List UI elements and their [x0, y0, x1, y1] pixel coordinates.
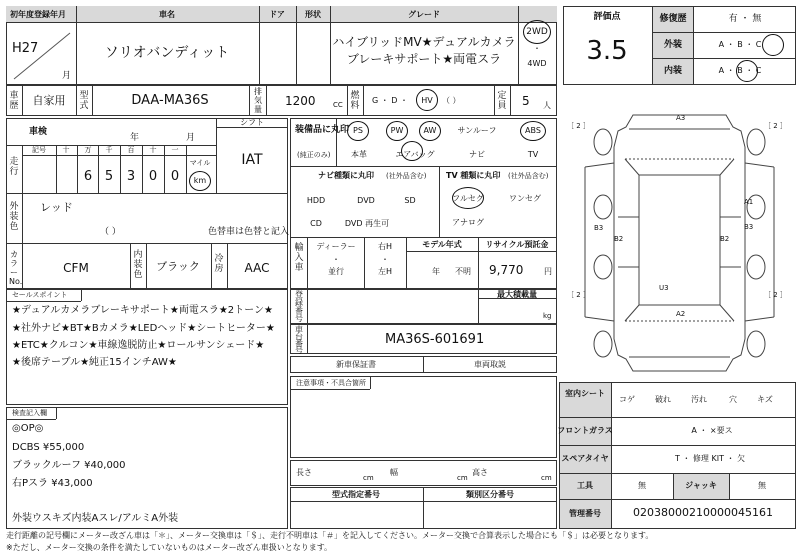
- diagram-mark: B3: [744, 223, 754, 231]
- nav-dvd-play: DVD 再生可: [344, 219, 390, 228]
- color-note: 色替車は色替と記入: [208, 227, 290, 237]
- score-label: 評価点: [593, 12, 621, 22]
- diagram-bracket-bl: ［ 2 ］: [567, 291, 590, 299]
- equip-aw: AW: [423, 126, 437, 135]
- nav-cd: CD: [310, 219, 322, 228]
- spare-label: スペアタイヤ: [561, 454, 609, 463]
- kg-unit: kg: [543, 312, 552, 320]
- interior-options: A ・ B ・ C: [718, 66, 762, 75]
- inspection-label: 車検: [28, 127, 48, 137]
- inspector-line: ◎OP◎: [12, 423, 44, 434]
- import-dot: ・: [332, 255, 340, 264]
- capacity-label: 定員: [497, 91, 507, 111]
- inspection-year-unit: 年: [130, 133, 140, 143]
- chassis-value: MA36S-601691: [385, 332, 485, 347]
- import-parallel: 並行: [328, 267, 344, 276]
- yen-unit: 円: [544, 267, 552, 276]
- inspector-line: ブラックルーフ ¥40,000: [12, 460, 126, 471]
- repair-label: 修復歴: [659, 14, 687, 24]
- dim-cm3: cm: [541, 474, 552, 482]
- digit-label-man: 万: [84, 146, 92, 154]
- interior-selected-circle: [736, 60, 758, 82]
- diagram-mark: A3: [676, 114, 686, 122]
- chassis-label: 車台番号: [295, 325, 303, 355]
- person-unit: 人: [543, 101, 551, 110]
- interior-color-label: 内装色: [133, 250, 143, 280]
- sheet-tear: 破れ: [655, 395, 671, 404]
- model-year-unknown: 不明: [455, 267, 471, 276]
- dim-height: 高さ: [472, 468, 488, 477]
- exterior-selected-circle: [762, 34, 784, 56]
- diagram-bracket-tr: ［ 2 ］: [764, 122, 787, 130]
- import-dealer: ディーラー: [316, 242, 356, 251]
- diagram-mark: B2: [720, 235, 730, 243]
- sheet-hole: 穴: [729, 395, 737, 404]
- diagram-bracket-tl: ［ 2 ］: [567, 122, 590, 130]
- score-value: 3.5: [586, 36, 628, 66]
- dims-block: [290, 460, 557, 486]
- equip-tv: TV: [527, 150, 539, 159]
- mileage-record-label: 記号: [32, 146, 46, 154]
- ac-label: 冷房: [214, 254, 224, 274]
- mgmt-label: 管理番号: [569, 509, 601, 518]
- diagram-mark: A2: [676, 310, 686, 318]
- sales-line: ★ETC★クルコン★車線逸脱防止★ロールサンシェード★: [12, 340, 265, 351]
- digit-label-ten-man: 十: [62, 146, 70, 154]
- repair-options: 有 ・ 無: [728, 14, 762, 24]
- color-no-label: カラーNo.: [9, 250, 23, 286]
- mileage-digit: 5: [104, 169, 114, 184]
- shape-label: 形状: [305, 10, 321, 19]
- diagram-mark: B3: [594, 224, 604, 232]
- nav-dvd: DVD: [357, 196, 375, 205]
- glass-options: A ・ ×要ス: [691, 426, 733, 435]
- tv-oneseg: ワンセグ: [509, 194, 541, 203]
- model-year-label: モデル年式: [422, 240, 462, 249]
- spare-options: T ・ 修理 KIT ・ 欠: [674, 454, 746, 463]
- equip-abs: ABS: [525, 126, 541, 135]
- recycle-label: リサイクル預託金: [485, 240, 549, 249]
- mileage-digit: 6: [83, 169, 93, 184]
- tool-value: 無: [638, 481, 646, 490]
- fuel-paren: （ ）: [442, 96, 461, 105]
- grade-line2: ブレーキサポート★両電スラ: [346, 52, 502, 66]
- displacement-value: 1200: [285, 94, 316, 108]
- fuel-label: 燃料: [350, 91, 360, 111]
- digit-label-sen: 千: [105, 146, 113, 154]
- footer-line2: ※ただし、メーター交換の条件を満たしていないものはメーター改ざん車扱いとなります。: [6, 543, 333, 552]
- inspector-bottom: 外装ウスキズ内装Aスレ/アルミA外装: [12, 513, 179, 524]
- tv-fullseg: フルセグ: [452, 194, 484, 203]
- inspection-month-unit: 月: [186, 133, 196, 143]
- ac-value: AAC: [244, 261, 270, 275]
- grade-label: グレード: [408, 10, 440, 19]
- recycle-value: 9,770: [489, 263, 524, 277]
- mile-unit: マイル: [189, 159, 211, 167]
- color-paren: （ ）: [100, 227, 121, 237]
- month-unit: 月: [62, 71, 72, 81]
- equipment-sub: (純正のみ): [297, 151, 331, 159]
- type-label: 型式指定番号: [332, 490, 380, 499]
- drive-2wd: 2WD: [526, 27, 548, 37]
- drive-dot: ・: [533, 44, 541, 53]
- exterior-options: A ・ B ・ C: [718, 40, 762, 49]
- notes-label: 注意事項・不具合箇所: [296, 379, 366, 387]
- shift-label: シフト: [240, 118, 264, 127]
- door-label: ドア: [269, 10, 285, 19]
- fuel-options: G ・ D ・: [372, 96, 408, 105]
- shift-value: IAT: [241, 152, 263, 168]
- equipment-label: 装備品に丸印: [295, 125, 350, 135]
- tool-label: 工具: [577, 481, 593, 490]
- mileage-digit: 0: [148, 169, 158, 184]
- diagram-bracket-br: ［ 2 ］: [764, 291, 787, 299]
- year-value: H27: [12, 41, 39, 56]
- model-label: 型式: [79, 91, 89, 111]
- color-no-value: CFM: [63, 261, 89, 275]
- nav-hdd: HDD: [306, 196, 326, 205]
- usage-label: 車歴: [9, 91, 19, 111]
- car-diagram: [563, 107, 796, 377]
- import-lh: 左H: [377, 267, 393, 276]
- color-value: レッド: [40, 201, 73, 214]
- mileage-digit: 3: [126, 169, 136, 184]
- jack-label: ジャッキ: [685, 481, 717, 490]
- registration-label: 登録番号: [295, 290, 303, 323]
- inspector-line: DCBS ¥55,000: [12, 442, 85, 453]
- interior-color-value: ブラック: [156, 260, 200, 273]
- grade-line1: ハイブリッドMV★デュアルカメラ: [332, 35, 516, 49]
- km-unit: km: [193, 176, 207, 185]
- equip-airbag: エアバッグ: [395, 150, 435, 159]
- nav-title: ナビ種類に丸印: [318, 171, 374, 180]
- mileage-label: 走行: [9, 157, 19, 177]
- nav-sd: SD: [404, 196, 416, 205]
- diagram-mark: A1: [744, 198, 754, 206]
- sheet-scratch: キズ: [757, 395, 773, 404]
- vehicle-manual: 車両取説: [474, 360, 506, 369]
- capacity-value: 5: [522, 94, 530, 108]
- equip-ps: PS: [353, 126, 363, 135]
- import-rh: 右H: [377, 242, 393, 251]
- class-label: 類別区分番号: [466, 490, 514, 499]
- new-car-guarantee: 新車保証書: [336, 360, 376, 369]
- sheet-dirt: 汚れ: [691, 395, 707, 404]
- model-year-unit: 年: [432, 267, 440, 276]
- dim-length: 長さ: [296, 468, 312, 477]
- interior-label: 内装: [663, 66, 683, 76]
- dim-width: 幅: [390, 468, 398, 477]
- equip-pw: PW: [390, 126, 404, 135]
- fuel-selected: HV: [421, 96, 433, 105]
- usage-value: 自家用: [32, 94, 66, 107]
- year-label: 初年度登録年月: [10, 10, 66, 19]
- car-name-label: 車名: [159, 10, 175, 19]
- glass-label: フロントガラス: [557, 426, 613, 435]
- tv-title: TV 種類に丸印: [446, 171, 501, 180]
- diagram-mark: U3: [659, 284, 669, 292]
- tv-sub: (社外品含む): [508, 172, 549, 180]
- digit-label-hyaku: 百: [127, 146, 135, 154]
- jack-value: 無: [758, 481, 766, 490]
- sales-label: セールスポイント: [12, 291, 68, 299]
- nav-sub: (社外品含む): [386, 172, 427, 180]
- interior-sheet-label: 室内シート: [565, 389, 605, 398]
- mileage-digit: 0: [170, 169, 180, 184]
- digit-label-ichi: 一: [171, 146, 179, 154]
- max-load-label: 最大積載量: [497, 290, 537, 299]
- diagram-mark: B2: [614, 235, 624, 243]
- exterior-label: 外装: [663, 40, 683, 50]
- sales-line: ★社外ナビ★BT★Bカメラ★LEDヘッド★シートヒーター★: [12, 323, 275, 334]
- sales-line: ★後席テーブル★純正15インチAW★: [12, 357, 177, 368]
- color-label: 外装色: [9, 202, 19, 232]
- dim-cm1: cm: [363, 474, 374, 482]
- footer-line1: 走行距離の記号欄にメーター改ざん車は「＊」、メーター交換車は「＄」、走行不明車は「＃」を記入してください。メーター交換で合算表示した場合にも「＄」は必要となります。: [6, 531, 654, 540]
- mgmt-value: 02038000210000045161: [633, 506, 773, 519]
- equip-sunroof: サンルーフ: [457, 126, 497, 135]
- digit-label-juu: 十: [149, 146, 157, 154]
- equip-navi: ナビ: [469, 150, 485, 159]
- displacement-label: 排気量: [254, 87, 262, 114]
- import-label: 輸入車: [294, 243, 304, 273]
- tv-analog: アナログ: [452, 218, 484, 227]
- inspector-line: 右Pスラ ¥43,000: [12, 478, 93, 489]
- car-name-value: ソリオバンディット: [104, 45, 230, 61]
- cc-unit: CC: [333, 101, 343, 109]
- sales-line: ★デュアルカメラブレーキサポート★両電スラ★2トーン★: [12, 305, 273, 316]
- model-value: DAA-MA36S: [131, 93, 209, 108]
- dim-cm2: cm: [457, 474, 468, 482]
- equip-leather: 本革: [351, 150, 367, 159]
- drive-4wd: 4WD: [527, 59, 547, 68]
- import-dot2: ・: [381, 255, 389, 264]
- sheet-burn: コゲ: [619, 395, 635, 404]
- inspector-label: 検査記入欄: [12, 409, 47, 417]
